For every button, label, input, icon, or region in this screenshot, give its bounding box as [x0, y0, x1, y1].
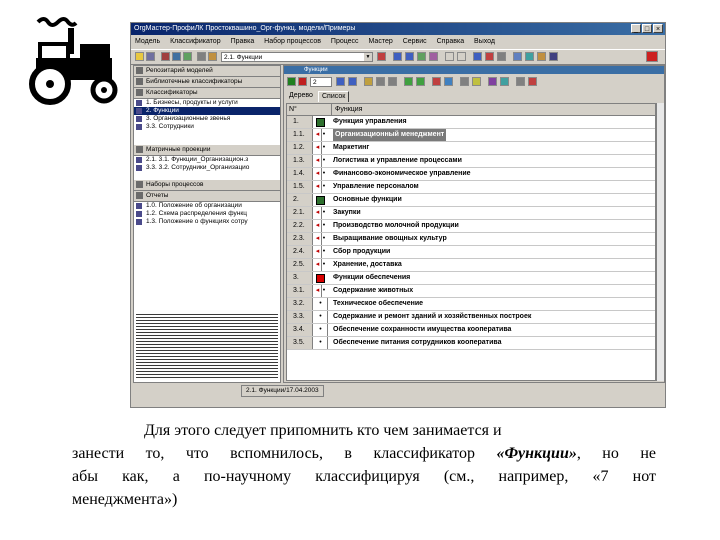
new-icon[interactable]	[393, 52, 402, 61]
classifier-item-selected[interactable]: 2. Функции	[134, 107, 280, 115]
report-item[interactable]: 1.0. Положение об организации	[134, 202, 280, 210]
row-number: 1.1.	[287, 129, 313, 141]
arrow-marker-icon: ◂	[314, 246, 322, 258]
report-item[interactable]: 1.3. Положение о функциях сотру	[134, 218, 280, 226]
bullet-icon: •	[322, 235, 326, 242]
section-classifiers[interactable]: Классификаторы	[134, 88, 280, 99]
library-icon	[136, 78, 143, 85]
row-number: 2.5.	[287, 259, 313, 271]
menu-service[interactable]: Сервис	[402, 38, 427, 45]
column-number[interactable]: N°	[289, 106, 297, 113]
function-name: Хранение, доставка	[333, 261, 402, 268]
arrow-marker-icon: ◂	[314, 259, 322, 271]
classifier-select[interactable]: 2.1. Функции ▼	[221, 52, 373, 62]
function-name: Управление персоналом	[333, 183, 419, 190]
document-icon	[136, 211, 142, 217]
column-function[interactable]: Функция	[331, 104, 362, 115]
outdent-icon[interactable]	[416, 77, 425, 86]
caption-paragraph	[72, 419, 656, 511]
up-icon[interactable]	[405, 52, 414, 61]
open-icon[interactable]	[135, 52, 144, 61]
repository-panel	[133, 65, 281, 383]
row-number: 2.1.	[287, 207, 313, 219]
move-up-icon[interactable]	[376, 77, 385, 86]
table-row[interactable]	[287, 207, 656, 220]
expand-icon[interactable]	[336, 77, 345, 86]
caption-line: абы как, а по-научному классифицируя (см., например, «7 нот	[72, 468, 656, 485]
bullet-icon: •	[322, 209, 326, 216]
link-icon[interactable]	[429, 52, 438, 61]
row-number: 3.2.	[287, 298, 313, 310]
menu-exit[interactable]: Выход	[474, 38, 495, 45]
function-name: Функция управления	[333, 118, 407, 125]
bullet-icon: •	[314, 311, 328, 323]
caption-line: занести то, что вспомнилось, в классификатор «Функции», но не	[72, 445, 656, 462]
row-number: 2.4.	[287, 246, 313, 258]
caption-line: Для этого следует припомнить кто чем занимается и	[144, 422, 502, 439]
arrow-marker-icon: ◂	[314, 181, 322, 193]
row-number: 3.5.	[287, 337, 313, 349]
bullet-icon: •	[322, 248, 326, 255]
table-row[interactable]	[287, 337, 656, 350]
maximize-button[interactable]: □	[642, 24, 652, 33]
main-toolbar	[131, 49, 665, 65]
save-icon[interactable]	[146, 52, 155, 61]
matrix-item-icon	[136, 157, 142, 163]
bullet-icon: •	[322, 261, 326, 268]
matrix-icon	[136, 146, 143, 153]
close-button[interactable]: ×	[653, 24, 663, 33]
print-icon[interactable]	[197, 52, 206, 61]
functions-panel	[283, 65, 665, 383]
document-icon	[136, 219, 142, 225]
mark-icon[interactable]	[432, 77, 441, 86]
table-row[interactable]	[287, 285, 656, 298]
export-list-icon[interactable]	[516, 77, 525, 86]
matrix-item[interactable]: 2.1. 3.1. Функции_Организацион.з	[134, 156, 280, 164]
table-row[interactable]	[287, 324, 656, 337]
bullet-icon: •	[314, 337, 328, 349]
menu-model[interactable]: Модель	[135, 38, 161, 45]
table-row[interactable]	[287, 181, 656, 194]
print-list-icon[interactable]	[460, 77, 469, 86]
function-group-icon	[316, 196, 325, 205]
delete-icon[interactable]	[298, 77, 307, 86]
folder-icon	[136, 67, 143, 74]
function-name: Сбор продукции	[333, 248, 391, 255]
chart-icon[interactable]	[500, 77, 509, 86]
search-icon[interactable]	[472, 77, 481, 86]
row-number: 1.	[287, 116, 313, 128]
arrow-marker-icon: ◂	[314, 142, 322, 154]
empty-area-stripes	[136, 314, 278, 380]
table-row[interactable]	[287, 168, 656, 181]
section-reports[interactable]: Отчеты	[134, 191, 280, 202]
find-icon[interactable]	[208, 52, 217, 61]
app-window	[130, 22, 666, 408]
function-name: Обеспечение сохранности имущества кооператива	[333, 326, 512, 333]
process-icon	[136, 181, 143, 188]
filter-icon[interactable]	[473, 52, 482, 61]
row-number: 3.1.	[287, 285, 313, 297]
bullet-icon: •	[322, 157, 326, 164]
sort-icon[interactable]	[485, 52, 494, 61]
next-icon[interactable]	[457, 52, 466, 61]
copy-icon[interactable]	[172, 52, 181, 61]
table-row[interactable]	[287, 194, 656, 207]
menu-wizard[interactable]: Мастер	[368, 38, 393, 45]
function-name: Содержание и ремонт зданий и хозяйственных построек	[333, 313, 532, 320]
tree-icon[interactable]	[417, 52, 426, 61]
table-row[interactable]	[287, 116, 656, 129]
classifier-icon	[136, 89, 143, 96]
arrow-marker-icon: ◂	[314, 220, 322, 232]
table-row[interactable]	[287, 220, 656, 233]
matrix-item[interactable]: 3.3. 3.2. Сотрудники_Организацио	[134, 164, 280, 172]
paste-icon[interactable]	[183, 52, 192, 61]
window-title-bar	[131, 23, 665, 35]
cut-icon[interactable]	[161, 52, 170, 61]
table-row[interactable]	[287, 311, 656, 324]
app-logo-icon	[646, 51, 658, 62]
close-list-icon[interactable]	[528, 77, 537, 86]
insert-icon[interactable]	[364, 77, 373, 86]
table-row[interactable]	[287, 155, 656, 168]
function-name: Содержание животных	[333, 287, 414, 294]
arrow-marker-icon: ◂	[314, 155, 322, 167]
row-number: 3.3.	[287, 311, 313, 323]
tools-icon[interactable]	[497, 52, 506, 61]
classifier-item[interactable]: 1. Бизнесы, продукты и услуги	[134, 99, 280, 107]
row-number: 1.3.	[287, 155, 313, 167]
function-group-icon	[316, 274, 325, 283]
table-row[interactable]	[287, 233, 656, 246]
list-icon	[136, 124, 142, 130]
indent-icon[interactable]	[404, 77, 413, 86]
window-title: OrgМастер-ПрофиЛК Простоквашино_Орг-функц. модели/Примеры	[134, 25, 356, 32]
menu-classifier[interactable]: Классификатор	[170, 38, 221, 45]
table-row[interactable]	[287, 246, 656, 259]
bullet-icon: •	[314, 324, 328, 336]
arrow-marker-icon: ◂	[314, 207, 322, 219]
section-library-classifiers[interactable]: Библиотечные классификаторы	[134, 77, 280, 88]
classifier-item[interactable]: 3. Организационные звенья	[134, 115, 280, 123]
table-row[interactable]	[287, 298, 656, 311]
export-icon[interactable]	[525, 52, 534, 61]
bullet-icon: •	[322, 183, 326, 190]
table-row[interactable]	[287, 129, 656, 142]
arrow-marker-icon: ◂	[314, 285, 322, 297]
vertical-scrollbar[interactable]	[656, 103, 664, 381]
functions-grid	[286, 103, 656, 381]
row-number: 2.2.	[287, 220, 313, 232]
menu-process-set[interactable]: Набор процессов	[264, 38, 321, 45]
view-tabs	[284, 90, 664, 102]
section-repository[interactable]: Репозитарий моделей	[134, 66, 280, 77]
function-name: Обеспечение питания сотрудников кооператива	[333, 339, 502, 346]
level-select[interactable]: 2	[310, 77, 332, 87]
function-name: Логистика и управление процессами	[333, 157, 462, 164]
properties-icon[interactable]	[444, 77, 453, 86]
row-number: 1.4.	[287, 168, 313, 180]
menu-help[interactable]: Справка	[436, 38, 465, 45]
grid-header	[287, 104, 656, 116]
collapse-icon[interactable]	[348, 77, 357, 86]
list-icon	[136, 100, 142, 106]
table-row[interactable]	[287, 259, 656, 272]
function-name: Маркетинг	[333, 144, 370, 151]
report-icon	[136, 192, 143, 199]
menu-process[interactable]: Процесс	[330, 38, 359, 45]
arrow-marker-icon: ◂	[314, 129, 322, 141]
function-name: Основные функции	[333, 196, 402, 203]
menu-bar	[131, 36, 665, 48]
table-row[interactable]	[287, 142, 656, 155]
status-text: 2.1. Функции/17.04.2003	[241, 385, 324, 397]
section-process-sets[interactable]: Наборы процессов	[134, 180, 280, 191]
table-row[interactable]	[287, 272, 656, 285]
check-icon[interactable]	[287, 77, 296, 86]
report-icon[interactable]	[513, 52, 522, 61]
move-down-icon[interactable]	[388, 77, 397, 86]
caption-line: менеджмента»)	[72, 491, 178, 508]
document-icon	[136, 203, 142, 209]
prev-icon[interactable]	[445, 52, 454, 61]
window-bottom	[131, 397, 665, 407]
report-item[interactable]: 1.2. Схема распределения функц	[134, 210, 280, 218]
bullet-icon: •	[322, 222, 326, 229]
matrix-item-icon	[136, 165, 142, 171]
row-number: 2.3.	[287, 233, 313, 245]
tractor-logo	[28, 14, 120, 110]
arrow-marker-icon: ◂	[314, 233, 322, 245]
function-name: Финансово-экономическое управление	[333, 170, 471, 177]
link-function-icon[interactable]	[488, 77, 497, 86]
row-number: 1.2.	[287, 142, 313, 154]
bullet-icon: •	[322, 131, 326, 138]
chevron-down-icon[interactable]: ▼	[365, 54, 371, 60]
settings-icon[interactable]	[537, 52, 546, 61]
functions-toolbar	[284, 75, 664, 89]
help-icon[interactable]	[549, 52, 558, 61]
bullet-icon: •	[322, 170, 326, 177]
menu-edit[interactable]: Правка	[230, 38, 255, 45]
bullet-icon: •	[314, 298, 328, 310]
minimize-button[interactable]: _	[631, 24, 641, 33]
row-number: 1.5.	[287, 181, 313, 193]
function-name: Организационный менеджмент	[333, 129, 446, 141]
close-doc-icon[interactable]	[377, 52, 386, 61]
functions-panel-title: Функции	[284, 66, 664, 74]
caption-emphasis: «Функции»	[496, 445, 577, 462]
row-number: 3.4.	[287, 324, 313, 336]
status-bar	[131, 384, 665, 396]
function-group-icon	[316, 118, 325, 127]
bullet-icon: •	[322, 144, 326, 151]
bullet-icon: •	[322, 287, 326, 294]
function-name: Техническое обеспечение	[333, 300, 424, 307]
classifier-item[interactable]: 3.3. Сотрудники	[134, 123, 280, 131]
tab-list[interactable]: Список	[318, 91, 349, 102]
list-icon	[136, 108, 142, 114]
list-icon	[136, 116, 142, 122]
row-number: 2.	[287, 194, 313, 206]
section-matrix[interactable]: Матричные проекции	[134, 145, 280, 156]
function-name: Закупки	[333, 209, 361, 216]
tab-tree[interactable]: Дерево	[289, 92, 313, 99]
function-name: Функции обеспечения	[333, 274, 411, 281]
function-name: Производство молочной продукции	[333, 222, 459, 229]
row-number: 3.	[287, 272, 313, 284]
function-name: Выращивание овощных культур	[333, 235, 447, 242]
arrow-marker-icon: ◂	[314, 168, 322, 180]
